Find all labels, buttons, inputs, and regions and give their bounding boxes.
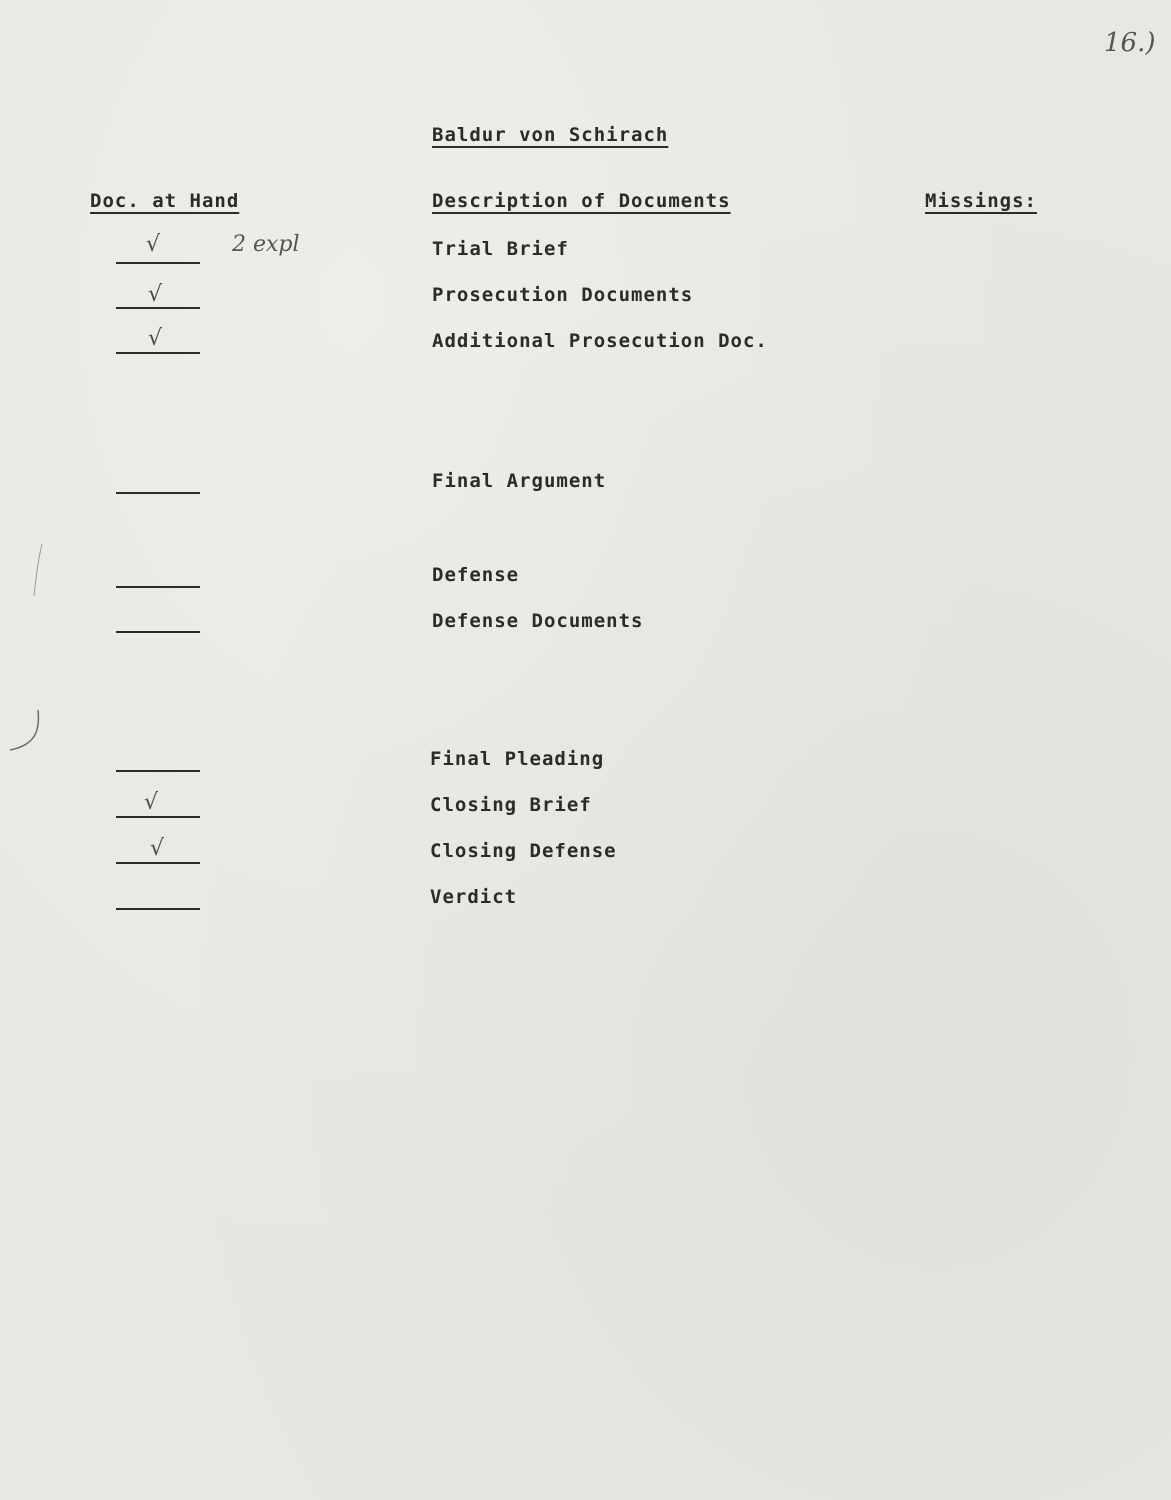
- blank-line-prosecution-documents: [116, 307, 200, 309]
- margin-pencil-mark: [0, 700, 50, 770]
- description-defense: Defense: [432, 564, 520, 586]
- header-doc-at-hand: Doc. at Hand: [90, 190, 240, 212]
- blank-line-verdict: [116, 908, 200, 910]
- blank-line-defense: [116, 586, 200, 588]
- blank-line-trial-brief: [116, 262, 200, 264]
- check-mark-closing-brief: √: [144, 790, 159, 815]
- description-final-argument: Final Argument: [432, 470, 607, 492]
- description-trial-brief: Trial Brief: [432, 238, 569, 260]
- check-mark-closing-defense: √: [150, 836, 165, 861]
- description-prosecution-documents: Prosecution Documents: [432, 284, 694, 306]
- blank-line-final-argument: [116, 492, 200, 494]
- description-defense-documents: Defense Documents: [432, 610, 644, 632]
- document-title: Baldur von Schirach: [432, 124, 669, 146]
- description-final-pleading: Final Pleading: [430, 748, 605, 770]
- description-additional-prosecution-doc: Additional Prosecution Doc.: [432, 330, 768, 352]
- header-description: Description of Documents: [432, 190, 731, 212]
- description-verdict: Verdict: [430, 886, 518, 908]
- blank-line-additional-prosecution-doc: [116, 352, 200, 354]
- check-mark-additional-prosecution-doc: √: [148, 326, 163, 351]
- margin-pencil-stroke: [28, 540, 48, 600]
- blank-line-closing-defense: [116, 862, 200, 864]
- description-closing-defense: Closing Defense: [430, 840, 617, 862]
- blank-line-closing-brief: [116, 816, 200, 818]
- check-mark-trial-brief: √: [146, 232, 161, 257]
- blank-line-final-pleading: [116, 770, 200, 772]
- check-mark-prosecution-documents: √: [148, 282, 163, 307]
- note-trial-brief: 2 expl: [232, 232, 300, 257]
- page-number: 16.): [1104, 28, 1156, 58]
- description-closing-brief: Closing Brief: [430, 794, 592, 816]
- header-missings: Missings:: [925, 190, 1037, 212]
- blank-line-defense-documents: [116, 631, 200, 633]
